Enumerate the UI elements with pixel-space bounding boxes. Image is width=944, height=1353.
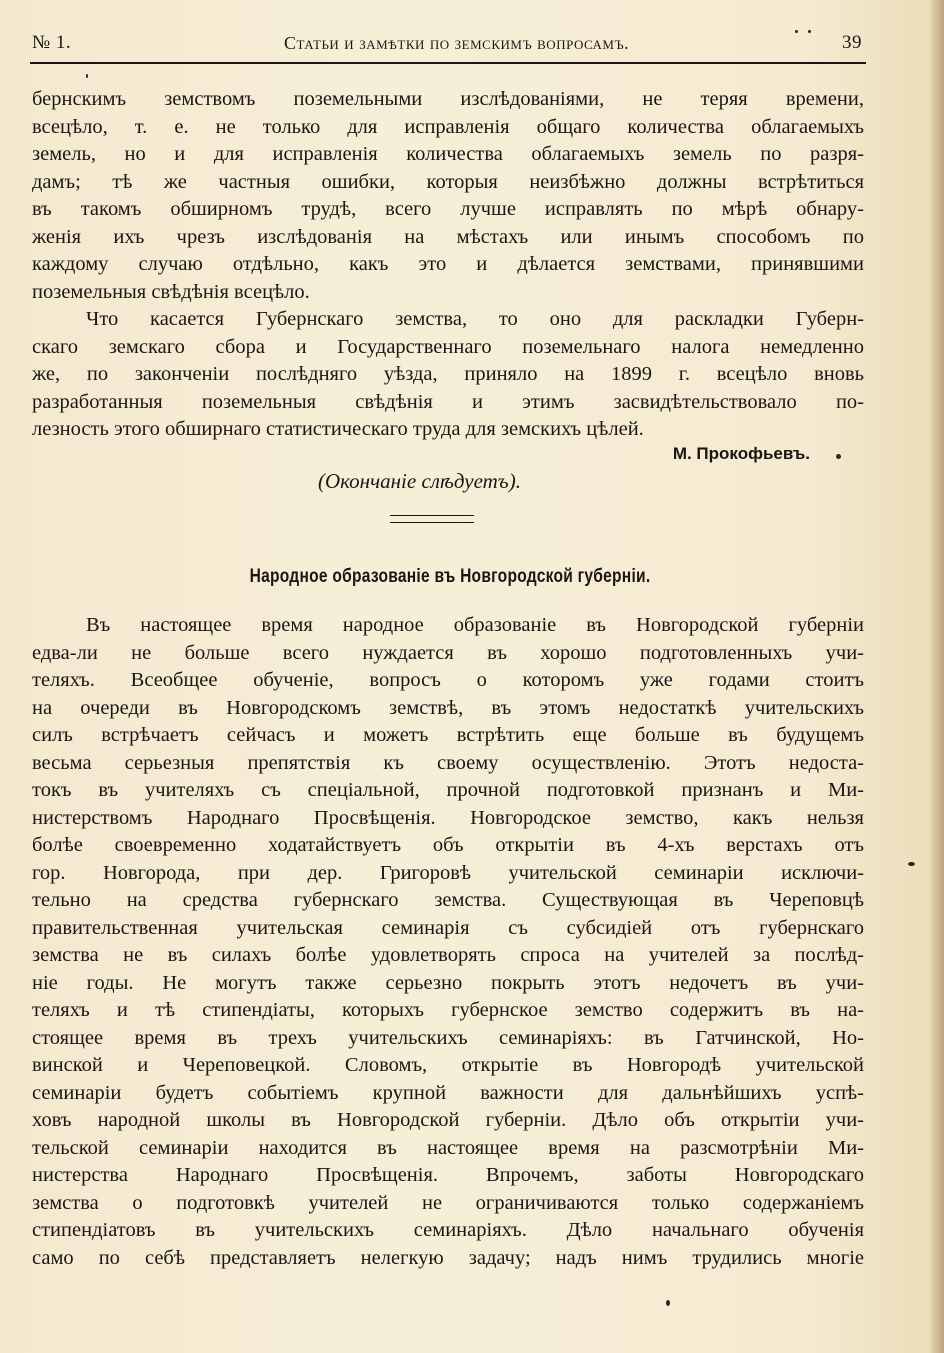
text-line: поземельныя свѣдѣнія всецѣло. [32,280,310,303]
text-line: женія ихъ чрезъ изслѣдованія на мѣстахъ или инымъ способомъ по [32,225,864,248]
text-line: на очереди въ Новгородскомъ земствѣ, въ этомъ недостаткѣ учительскихъ [32,696,864,719]
text-line: весьма серьезныя препятствія къ своему осуществленію. Этотъ недоста- [32,751,864,774]
text-line: лезность этого обширнаго статистическаго труда для земскихъ цѣлей. [32,418,644,440]
text-line: земства о подготовкѣ учителей не ограничиваются только содержаніемъ [32,1191,864,1214]
text-line: силъ встрѣчаетъ сейчасъ и можетъ встрѣтить еще больше въ будущемъ [32,724,864,746]
header-rule [30,62,866,64]
text-line: ніе годы. Не могутъ также серьезно покрыть этотъ недочетъ въ учи- [32,971,864,994]
continuation-note: (Окончаніе слѣдуетъ). [318,469,521,493]
text-line: скаго земскаго сбора и Государственнаго поземельнаго налога немедленно [32,335,864,358]
text-line: теляхъ и тѣ стипендіаты, которыхъ губернское земство содержитъ въ на- [32,999,864,1021]
scan-speck [666,1300,670,1306]
scan-speck [836,454,841,459]
text-line: дамъ; тѣ же частныя ошибки, которыя неизбѣжно должны встрѣтиться [32,170,864,193]
text-line: тельской семинаріи находится въ настоящее время на разсмотрѣніи Ми- [32,1136,864,1159]
page-edge-shadow [930,0,944,1353]
text-line: всецѣло, т. е. не только для исправленія общаго количества облагаемыхъ [32,115,864,138]
text-line: болѣе своевременно ходатайствуетъ объ открытіи въ 4-хъ верстахъ отъ [32,834,864,856]
text-line: семинаріи будетъ событіемъ крупной важности для дальнѣйшихъ успѣ- [32,1081,864,1104]
text-line: едва-ли не больше всего нуждается въ хорошо подготовленныхъ учи- [32,641,864,664]
text-line: разработанныя поземельныя свѣдѣнія и этимъ засвидѣтельствовало по- [32,390,864,413]
text-line: само по себѣ представляетъ нелегкую задачу; надъ нимъ трудились многіе [32,1246,864,1269]
issue-number: № 1. [32,32,72,53]
section-divider [390,515,474,523]
text-line: тельно на средства губернскаго земства. Существующая въ Череповцѣ [32,889,864,911]
text-line: теляхъ. Всеобщее обученіе, вопросъ о которомъ уже годами стоитъ [32,669,864,691]
page-number: 39 [842,32,862,53]
text-line: Въ настоящее время народное образованіе въ Новгородской губерніи [86,614,864,636]
text-line: нистерства Народнаго Просвѣщенія. Впрочемъ, заботы Новгородскаго [32,1164,864,1186]
text-line: земства не въ силахъ болѣе удовлетворять спроса на учителей за послѣд- [32,944,864,966]
author-signature: М. Прокофьевъ. [672,444,810,463]
text-line: ховъ народной школы въ Новгородской губерніи. Дѣло объ открытіи учи- [32,1109,864,1131]
text-line: каждому случаю отдѣльно, какъ это и дѣлается земствами, принявшими [32,253,864,275]
text-line: правительственная учительская семинарія съ субсидіей отъ губернскаго [32,916,864,939]
text-line: земель, но и для исправленія количества облагаемыхъ земель по разря- [32,143,864,165]
scan-speck [808,30,811,33]
text-line: Что касается Губернскаго земства, то оно для раскладки Губерн- [86,308,864,330]
running-title: Статьи и замѣтки по земскимъ вопросамъ. [283,32,630,53]
text-line: стипендіатовъ въ учительскихъ семинаріяхъ. Дѣло начальнаго обученія [32,1219,864,1241]
scan-speck [795,30,798,33]
text-line: винской и Череповецкой. Словомъ, открытіе въ Новгородѣ учительской [32,1054,864,1076]
scan-speck [908,862,915,866]
section2-paragraph-1 [32,612,864,1272]
text-line: въ такомъ обширномъ трудѣ, всего лучше исправлять по мѣрѣ обнару- [32,198,864,220]
text-line: бернскимъ земствомъ поземельными изслѣдованіями, не теряя времени, [32,88,864,110]
text-line: стоящее время въ трехъ учительскихъ семинаріяхъ: въ Гатчинской, Но- [32,1026,864,1049]
section1-paragraph-2 [32,306,864,444]
text-line: же, по законченіи послѣдняго уѣзда, приняло на 1899 г. всецѣло вновь [32,363,864,385]
running-header [32,28,862,58]
text-line: токъ въ учителяхъ съ спеціальной, прочной подготовкой признанъ и Ми- [32,779,864,801]
section-title: Народное образованіе въ Новгородской губерніи. [249,566,651,587]
text-line: гор. Новгорода, при дер. Григоровѣ учительской семинаріи исключи- [32,861,864,884]
section1-paragraph-1 [32,86,864,306]
text-line: нистерствомъ Народнаго Просвѣщенія. Новгородское земство, какъ нельзя [32,806,864,829]
scan-speck [86,74,88,78]
